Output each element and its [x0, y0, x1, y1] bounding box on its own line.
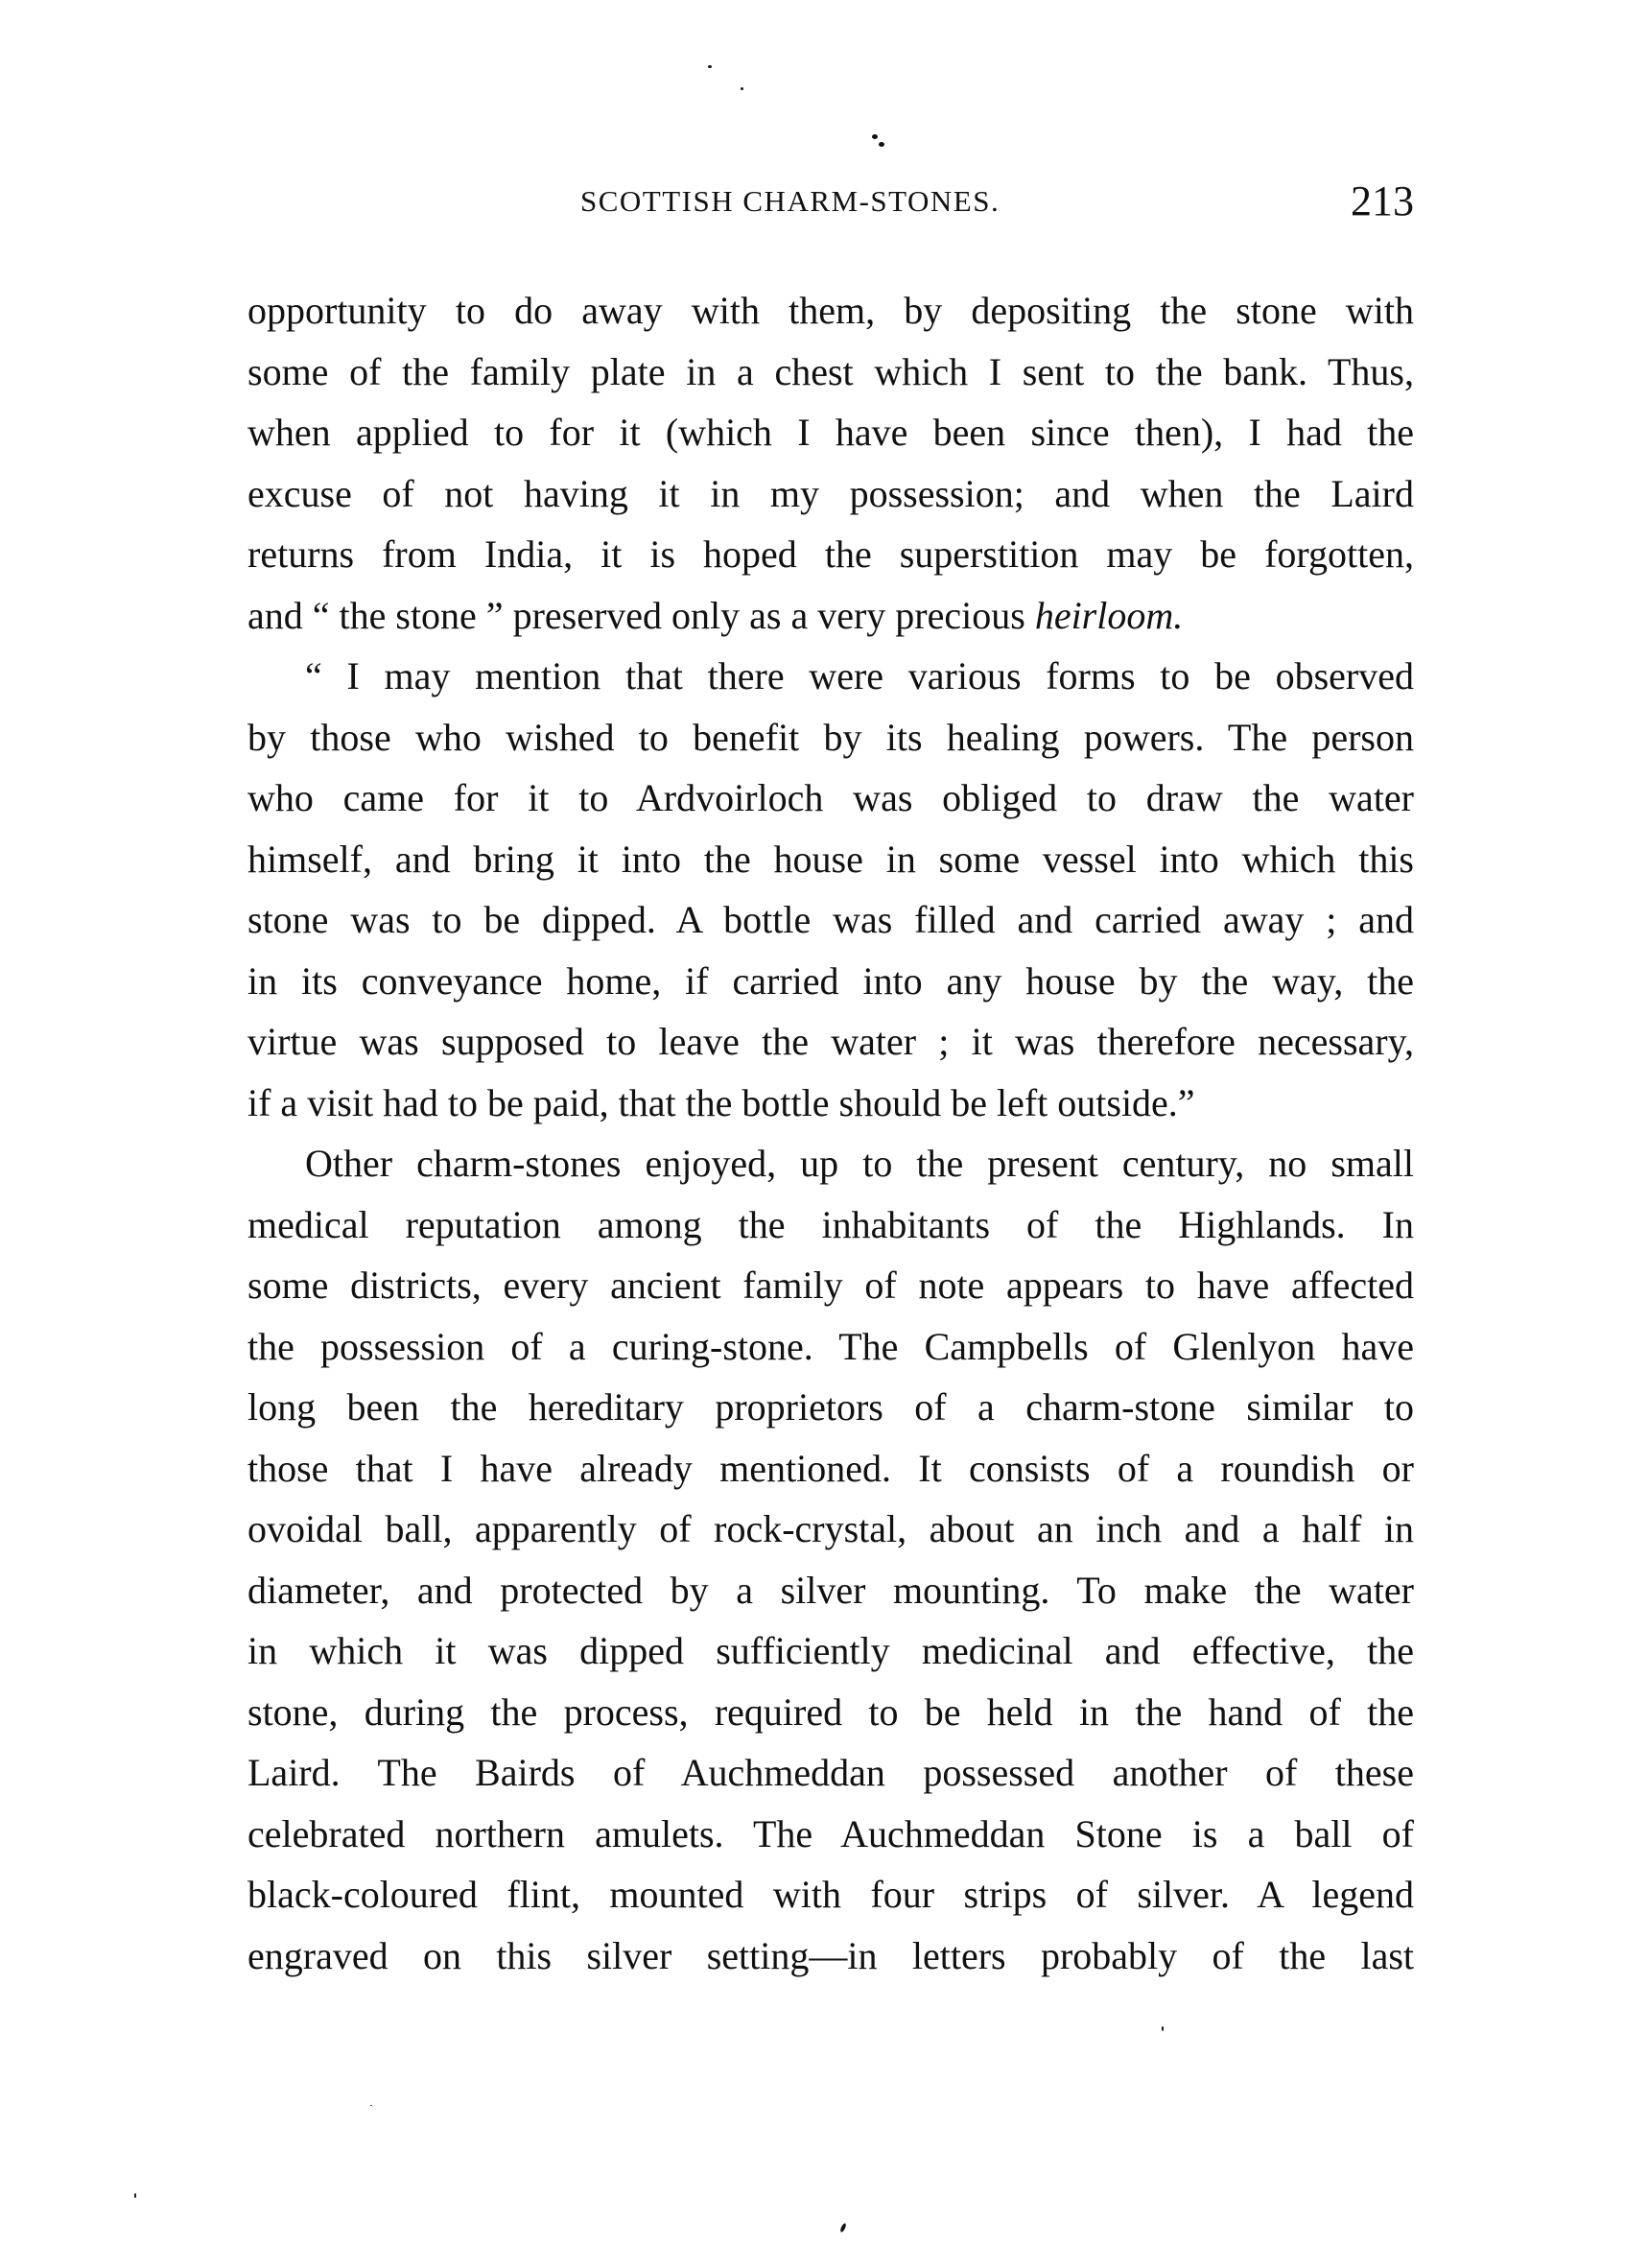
text-line: when applied to for it (which I have been since then), I had the: [247, 411, 1414, 454]
scan-speck: [1162, 2026, 1164, 2031]
scan-speck: [872, 134, 878, 139]
running-head: [247, 177, 1414, 230]
page-number: 213: [1351, 177, 1414, 224]
text-line: by those who wished to benefit by its healing powers. The person: [247, 715, 1414, 759]
text-line: those that I have already mentioned. It consists of a roundish or: [247, 1446, 1414, 1490]
body-text: [247, 280, 1414, 1986]
paragraph-2: [247, 646, 1414, 1133]
running-title: SCOTTISH CHARM-STONES.: [580, 184, 1001, 218]
text-line: celebrated northern amulets. The Auchmeddan Stone is a ball of: [247, 1811, 1414, 1855]
text-line: “ I may mention that there were various forms to be observed: [305, 654, 1414, 697]
text-line: diameter, and protected by a silver mounting. To make the water: [247, 1568, 1414, 1612]
text-line: if a visit had to be paid, that the bottle should be left outside.”: [247, 1080, 1195, 1124]
text-line: in which it was dipped sufficiently medicinal and effective, the: [247, 1629, 1414, 1672]
scan-speck: [134, 2193, 136, 2198]
text-line: who came for it to Ardvoirloch was obliged to draw the water: [247, 776, 1414, 819]
scan-speck: [839, 2223, 847, 2233]
text-line: in its conveyance home, if carried into any house by the way, the: [247, 958, 1414, 1003]
text-line: the possession of a curing-stone. The Campbells of Glenlyon have: [247, 1324, 1414, 1368]
text-line: [247, 585, 1414, 647]
scan-speck: [370, 2105, 372, 2106]
text-line: some of the family plate in a chest which I sent to the bank. Thus,: [247, 349, 1414, 393]
text-line: opportunity to do away with them, by depositing the stone with: [247, 289, 1414, 332]
text-line: himself, and bring it into the house in some vessel into which this: [247, 837, 1414, 881]
text-segment: and “ the stone ” preserved only as a very precious: [247, 593, 1035, 637]
text-line: stone was to be dipped. A bottle was filled and carried away ; and: [247, 898, 1414, 941]
scan-speck: [708, 65, 712, 68]
text-line: stone, during the process, required to be held in the hand of the: [247, 1689, 1414, 1734]
text-line: excuse of not having it in my possession; and when the Laird: [247, 471, 1414, 515]
paragraph-1: [247, 280, 1414, 646]
text-line: medical reputation among the inhabitants of the Highlands. In: [247, 1202, 1414, 1246]
text-line: engraved on this silver setting—in letters probably of the last: [247, 1933, 1414, 1977]
text-line: returns from India, it is hoped the superstition may be forgotten,: [247, 532, 1414, 576]
text-line: ovoidal ball, apparently of rock-crystal, about an inch and a half in: [247, 1507, 1414, 1550]
scan-speck: [741, 87, 743, 90]
text-line: Other charm-stones enjoyed, up to the present century, no small: [305, 1142, 1414, 1185]
text-line: some districts, every ancient family of note appears to have affected: [247, 1264, 1414, 1307]
text-line: black-coloured flint, mounted with four strips of silver. A legend: [247, 1873, 1414, 1916]
text-line: long been the hereditary proprietors of a charm-stone similar to: [247, 1385, 1414, 1429]
scan-speck: [879, 142, 884, 147]
text-line: virtue was supposed to leave the water ; it was therefore necessary,: [247, 1020, 1414, 1063]
text-line: Laird. The Bairds of Auchmeddan possessed another of these: [247, 1751, 1414, 1794]
paragraph-3: [247, 1133, 1414, 1986]
italic-word: heirloom.: [1034, 593, 1184, 637]
